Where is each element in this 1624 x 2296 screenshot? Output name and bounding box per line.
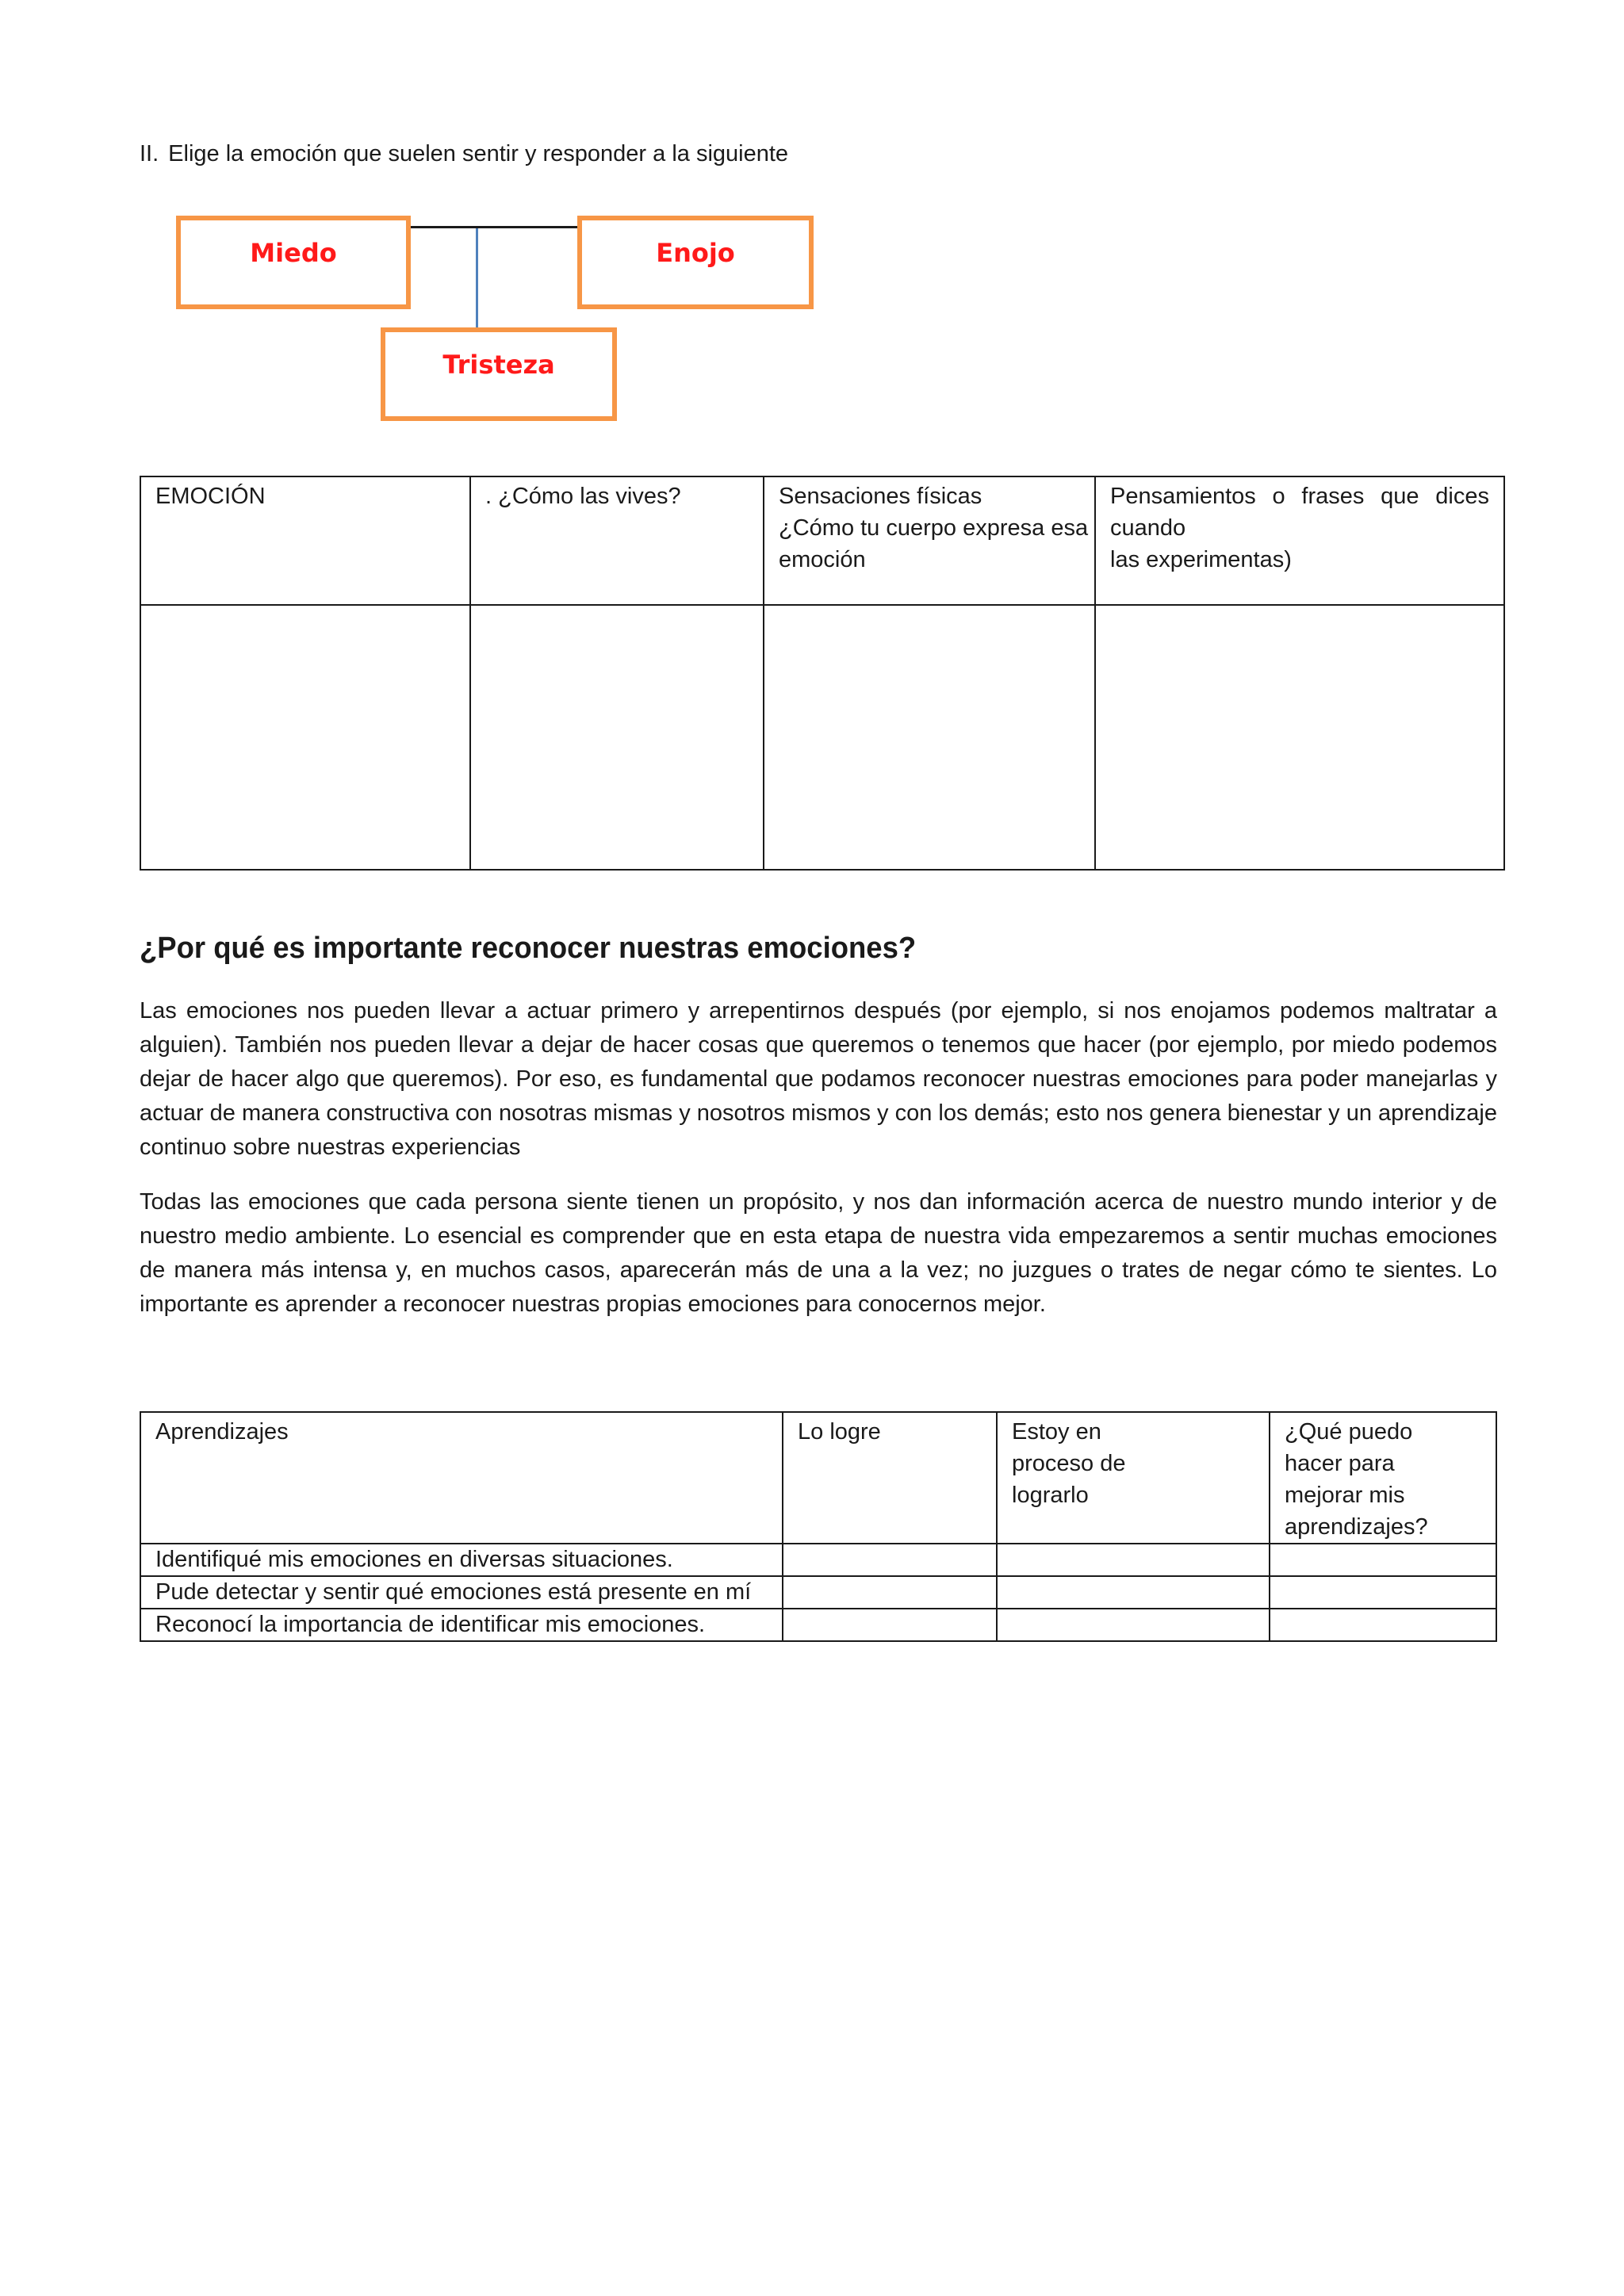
section-heading: ¿Por qué es importante reconocer nuestras emociones? <box>140 932 917 965</box>
learning-item: Reconocí la importancia de identificar mis emociones. <box>140 1609 783 1641</box>
header-en-proceso: Estoy en proceso de lograrlo <box>997 1412 1270 1544</box>
learning-item: Identifiqué mis emociones en diversas situaciones. <box>140 1544 783 1576</box>
answer-cell-mejorar[interactable] <box>1270 1576 1496 1609</box>
instruction-text: Elige la emoción que suelen sentir y responder a la siguiente <box>168 141 789 166</box>
header-aprendizajes: Aprendizajes <box>140 1412 783 1544</box>
learning-table-header-row <box>140 1412 1496 1544</box>
paragraph-1: Las emociones nos pueden llevar a actuar primero y arrepentirnos después (por ejemplo, si nos enojamos podemos maltratar a alguien). También nos pueden llevar a dejar de hacer cosas que queremos o tenemos que hacer (por ejemplo, por miedo podemos dejar de hacer algo que queremos). Por eso, es fundamental que podamos reconocer nuestras emociones para poder manejarlas y actuar de manera constructiva con nosotras mismas y nosotros mismos y con los demás; esto nos genera bienestar y un aprendizaje continuo sobre nuestras experiencias <box>140 998 1497 1160</box>
answer-cell-pensamientos[interactable] <box>1095 605 1504 870</box>
emotion-table-header-row <box>140 476 1504 605</box>
answer-cell-emocion[interactable] <box>140 605 470 870</box>
emotion-table-answer-row <box>140 605 1504 870</box>
header-emocion: EMOCIÓN <box>140 476 470 605</box>
check-cell-lo-logre[interactable] <box>783 1609 997 1641</box>
emotion-box-miedo <box>176 216 411 309</box>
emotion-box-label: Miedo <box>250 238 337 268</box>
learning-table <box>140 1411 1497 1642</box>
answer-cell-mejorar[interactable] <box>1270 1544 1496 1576</box>
connector-horizontal <box>408 226 582 228</box>
check-cell-en-proceso[interactable] <box>997 1609 1270 1641</box>
emotion-box-label: Tristeza <box>442 350 555 380</box>
emotion-box-tristeza <box>381 327 617 421</box>
check-cell-en-proceso[interactable] <box>997 1576 1270 1609</box>
header-pensamientos: Pensamientos o frases que dices cuando las experimentas) <box>1095 476 1504 605</box>
answer-cell-mejorar[interactable] <box>1270 1609 1496 1641</box>
header-como-las-vives: . ¿Cómo las vives? <box>470 476 764 605</box>
instruction <box>140 140 788 168</box>
emotion-box-label: Enojo <box>656 238 735 268</box>
connector-vertical <box>476 228 478 329</box>
answer-cell-como-las-vives[interactable] <box>470 605 764 870</box>
header-que-puedo-hacer: ¿Qué puedo hacer para mejorar mis aprendizajes? <box>1270 1412 1496 1544</box>
header-sensaciones-fisicas: Sensaciones físicas ¿Cómo tu cuerpo expresa esa emoción <box>764 476 1095 605</box>
learning-table-row <box>140 1544 1496 1576</box>
paragraph-2: Todas las emociones que cada persona siente tienen un propósito, y nos dan información acerca de nuestro mundo interior y de nuestro medio ambiente. Lo esencial es comprender que en esta etapa de nuestra vida empezaremos a sentir muchas emociones de manera más intensa y, en muchos casos, aparecerán más de una a la vez; no juzgues o trates de negar cómo te sientes. Lo importante es aprender a reconocer nuestras propias emociones para conocernos mejor. <box>140 1189 1497 1317</box>
learning-item: Pude detectar y sentir qué emociones está presente en mí <box>140 1576 783 1609</box>
check-cell-lo-logre[interactable] <box>783 1576 997 1609</box>
learning-table-row <box>140 1609 1496 1641</box>
emotion-table <box>140 476 1505 871</box>
emotion-box-enojo <box>577 216 814 309</box>
answer-cell-sensaciones[interactable] <box>764 605 1095 870</box>
learning-table-row <box>140 1576 1496 1609</box>
check-cell-lo-logre[interactable] <box>783 1544 997 1576</box>
instruction-number: II. <box>140 141 159 166</box>
header-lo-logre: Lo logre <box>783 1412 997 1544</box>
check-cell-en-proceso[interactable] <box>997 1544 1270 1576</box>
